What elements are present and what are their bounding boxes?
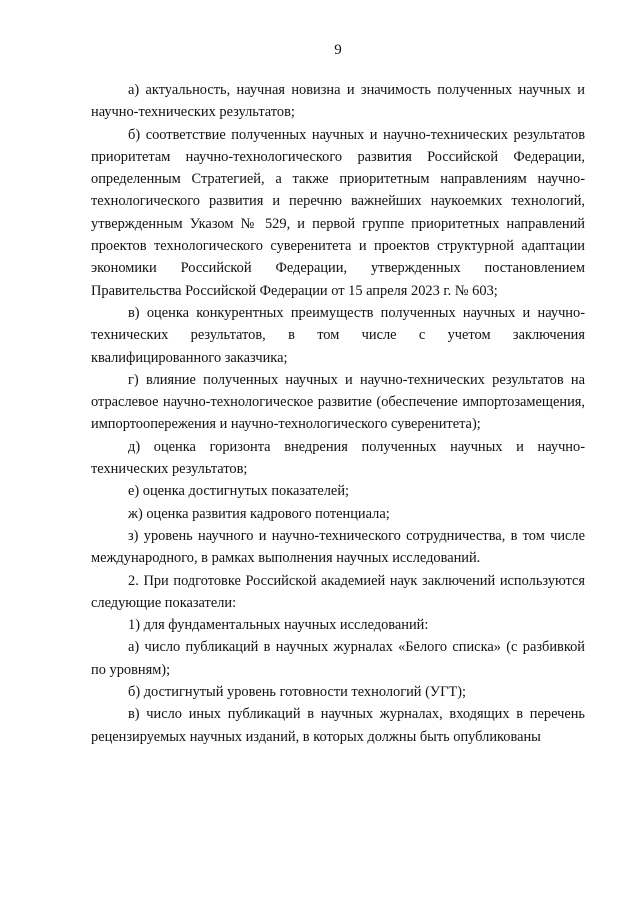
paragraph-d-implementation-horizon: д) оценка горизонта внедрения полученных научных и научно-технических результатов; [91,438,585,478]
paragraph-v-other-publications: в) число иных публикаций в научных журналах, входящих в перечень рецензируемых научных изданий, в которых должны быть опубликованы [91,706,585,745]
paragraph-2-indicators-intro: 2. При подготовке Российской академией наук заключений используются следующие показатели: [91,572,585,611]
paragraph-z-cooperation-level: з) уровень научного и научно-технического сотрудничества, в том числе международного, в рамках выполнения научных исследований. [91,527,585,567]
paragraph-a-white-list-publications: а) число публикаций в научных журналах «Белого списка» (с разбивкой по уровням); [91,639,585,678]
paragraph-1-fundamental-research: 1) для фундаментальных научных исследований: [128,617,429,634]
paragraph-v-competitive-advantages: в) оценка конкурентных преимуществ полученных научных и научно-технических результатов, в том числе с учетом заключения квалифицированного заказчика; [91,304,585,366]
paragraph-g-industry-impact: г) влияние полученных научных и научно-технических результатов на отраслевое научно-технологическое развитие (обеспечение импортозамещения, импортоопережения и научно-технологического суверенитета); [91,371,585,433]
paragraph-b-priorities: б) соответствие полученных научных и научно-технических результатов приоритетам научно-технологического развития Российской Федерации, определенным Стратегией, а также приоритетным направлениям научно-технологического развития и перечню важнейших наукоемких технологий, утвержденным Указом № 529, и первой группе приоритетных направлений проектов технологического суверенитета и проектов структурной адаптации экономики Российской Федерации, утвержденных постановлением Правительства Российской Федерации от 15 апреля 2023 г. № 603; [91,126,585,299]
paragraph-zh-personnel-potential: ж) оценка развития кадрового потенциала; [128,505,390,522]
paragraph-b-technology-readiness: б) достигнутый уровень готовности технологий (УГТ); [128,684,466,701]
page-number: 9 [334,42,342,58]
paragraph-e-achieved-indicators: е) оценка достигнутых показателей; [128,483,350,500]
paragraph-a-relevance: а) актуальность, научная новизна и значимость полученных научных и научно-технических результатов; [91,82,585,121]
document-body [91,79,585,748]
